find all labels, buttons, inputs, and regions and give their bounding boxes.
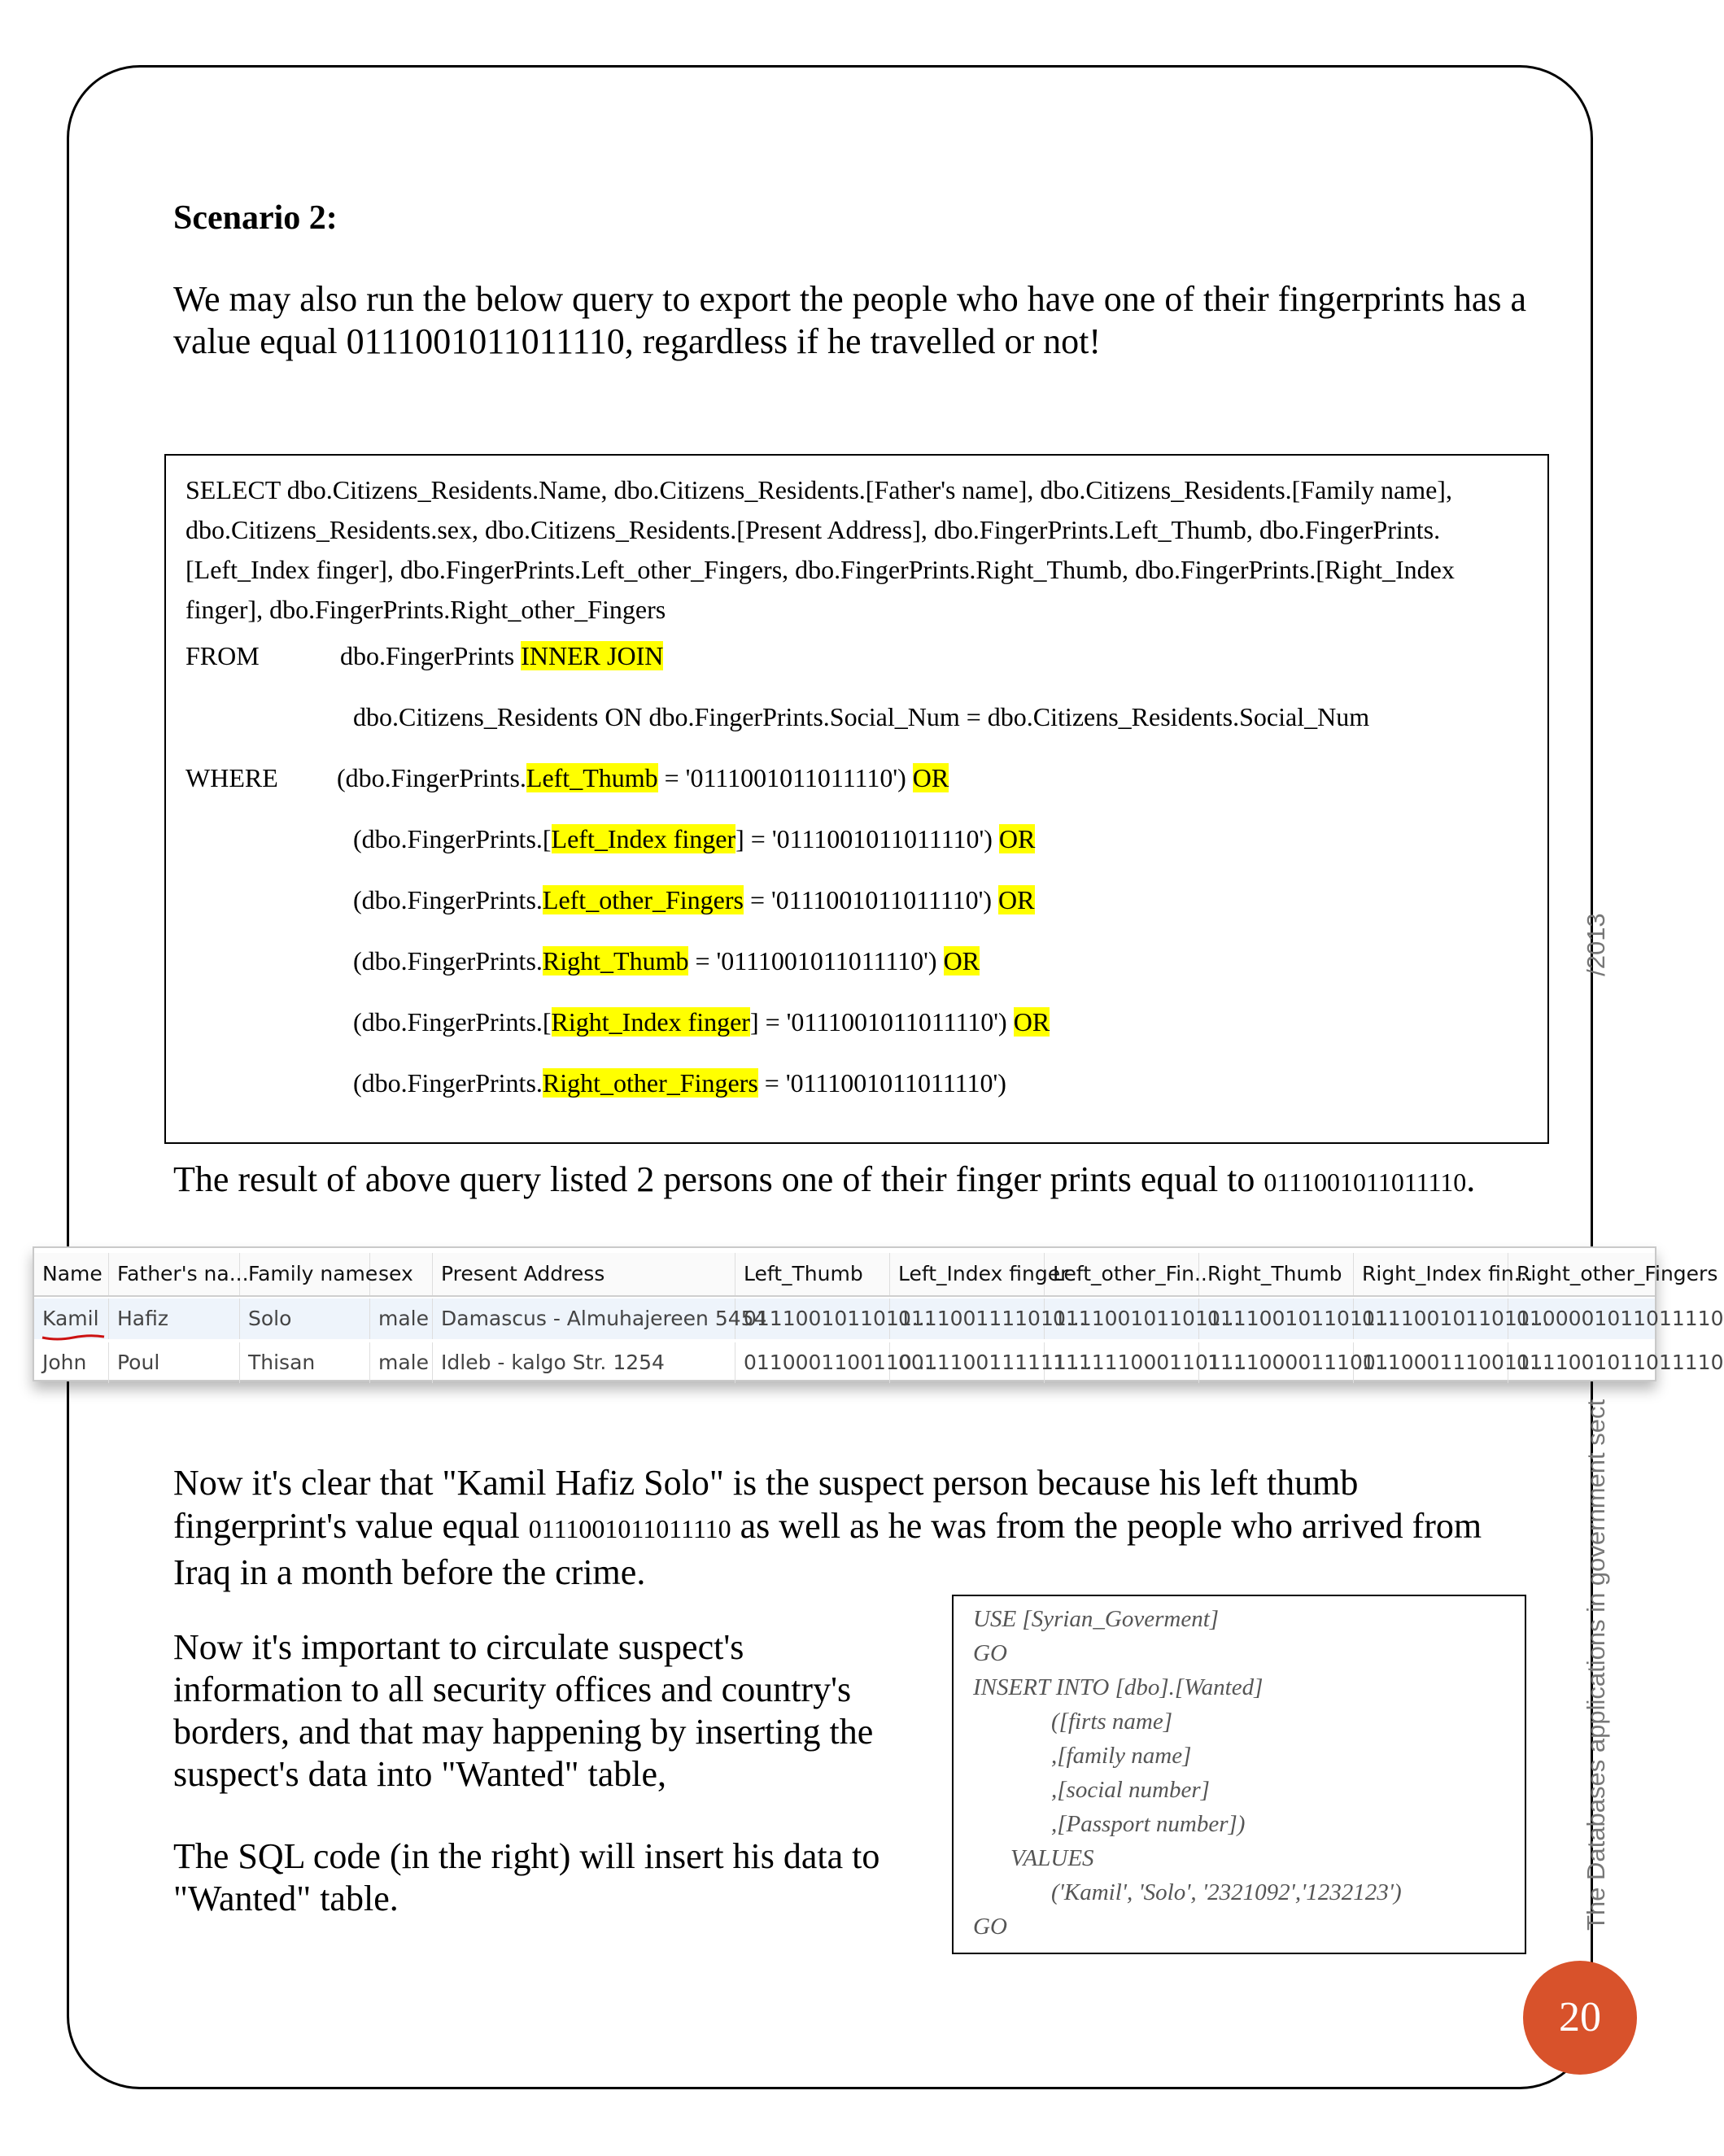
grid-header-row [34, 1253, 1718, 1297]
sql-line: INSERT INTO [dbo].[Wanted] [973, 1674, 1264, 1700]
from-table: dbo.FingerPrints INNER JOIN [340, 641, 664, 670]
table-cell[interactable]: male [370, 1342, 433, 1383]
column-header[interactable]: Name [34, 1253, 109, 1295]
page-number-badge: 20 [1523, 1961, 1637, 2075]
table-cell[interactable]: Thisan [240, 1342, 370, 1383]
table-cell[interactable]: 0011100111111 ... [890, 1342, 1045, 1383]
sql-query-box [164, 454, 1549, 1144]
result-value: 0111001011011110 [1264, 1167, 1467, 1197]
sql-line: VALUES [1010, 1845, 1094, 1871]
condition-line: (dbo.FingerPrints.Right_other_Fingers = '0111001011011110') [353, 1068, 1006, 1098]
condition-line: (dbo.FingerPrints.Left_Thumb = '0111001011011110') OR [337, 763, 949, 792]
conclusion-paragraph: Now it's clear that "Kamil Hafiz Solo" is the suspect person because his left thumb fingerprint's value equal 0111001011011110 as well as he was from the people who arrived from Iraq in a month before the crime. [173, 1463, 1482, 1592]
from-line [185, 641, 260, 671]
insert-sql-box [952, 1595, 1526, 1954]
sql-line: ([firts name] [1051, 1709, 1173, 1735]
table-cell[interactable]: 0111001011011... [1354, 1298, 1508, 1339]
select-clause: SELECT dbo.Citizens_Residents.Name, dbo.Citizens_Residents.[Father's name], dbo.Citizens_Residents.[Family name], dbo.Citizens_Residents.sex, dbo.Citizens_Residents.[Present Address], dbo.FingerPrints.Left_Thumb, dbo.FingerPrints.[Left_Index finger], dbo.FingerPrints.Left_other_Fingers, dbo.FingerPrints.Right_Thumb, dbo.FingerPrints.[Right_Index finger], dbo.FingerPrints.Right_other_Fingers [185, 475, 1455, 624]
column-header[interactable]: Right_Index fin... [1354, 1253, 1508, 1295]
table-cell[interactable]: Kamil [34, 1298, 109, 1339]
table-row[interactable] [34, 1298, 1724, 1339]
column-header[interactable]: Family name [240, 1253, 370, 1295]
sql-line: ('Kamil', 'Solo', '2321092','1232123') [1051, 1879, 1402, 1905]
table-cell[interactable]: Damascus - Almuhajereen 5454 [433, 1298, 735, 1339]
column-header[interactable]: Right_other_Fingers [1517, 1262, 1718, 1285]
condition-line: (dbo.FingerPrints.Left_other_Fingers = '0111001011011110') OR [353, 885, 1035, 914]
result-sentence: The result of above query listed 2 persons one of their finger prints equal to 0111001011011110. [173, 1159, 1476, 1199]
condition-line: (dbo.FingerPrints.[Right_Index finger] = '0111001011011110') OR [353, 1007, 1050, 1037]
table-cell[interactable]: John [34, 1342, 109, 1383]
table-cell[interactable]: 0111001011011110 [1517, 1351, 1724, 1374]
section-heading: Scenario 2: [173, 199, 338, 237]
table-cell[interactable]: 0110001100110 ... [735, 1342, 890, 1383]
column-header[interactable]: Left_Index finger [890, 1253, 1045, 1295]
condition-line: (dbo.FingerPrints.Right_Thumb = '0111001011011110') OR [353, 946, 980, 975]
sql-line: GO [973, 1640, 1007, 1666]
join-on-clause: dbo.Citizens_Residents ON dbo.FingerPrints.Social_Num = dbo.Citizens_Residents.Social_Num [353, 702, 1370, 731]
column-header[interactable]: Left_other_Fin... [1045, 1253, 1199, 1295]
table-cell[interactable]: 0100001011011110 [1517, 1307, 1724, 1330]
side-footer-text: The Databases applications in government sect/2013 [1582, 913, 1610, 1931]
table-cell[interactable]: Poul [109, 1342, 240, 1383]
circulate-paragraph: Now it's important to circulate suspect's information to all security offices and country's borders, and that may happening by inserting the suspect's data into "Wanted" table, [173, 1627, 874, 1794]
table-cell[interactable]: male [370, 1298, 433, 1339]
table-cell[interactable]: Hafiz [109, 1298, 240, 1339]
column-header[interactable]: Right_Thumb [1199, 1253, 1354, 1295]
intro-paragraph: We may also run the below query to export the people who have one of their fingerprints has a value equal 0111001011011110, regardless if he travelled or not! [173, 279, 1527, 361]
table-cell[interactable]: 0111001011011... [735, 1298, 890, 1339]
table-cell[interactable]: 1111110001101 ... [1045, 1342, 1199, 1383]
inner-join-highlight: INNER JOIN [521, 641, 664, 670]
table-cell[interactable]: 1110001110011... [1354, 1342, 1508, 1383]
condition-line: (dbo.FingerPrints.[Left_Index finger] = '0111001011011110') OR [353, 824, 1036, 853]
query-results-grid [33, 1246, 1724, 1381]
where-keyword: WHERE [185, 763, 278, 792]
sql-line: ,[family name] [1051, 1743, 1192, 1769]
table-row[interactable] [34, 1342, 1724, 1383]
table-cell[interactable]: Solo [240, 1298, 370, 1339]
column-header[interactable]: Left_Thumb [735, 1253, 890, 1295]
table-cell[interactable]: 0111001111011... [890, 1298, 1045, 1339]
sql-line: USE [Syrian_Goverment] [973, 1606, 1220, 1632]
column-header[interactable]: sex [370, 1253, 433, 1295]
column-header[interactable]: Present Address [433, 1253, 735, 1295]
table-cell[interactable]: 1111000011100... [1199, 1342, 1354, 1383]
sql-line: ,[Passport number]) [1051, 1811, 1246, 1837]
table-cell[interactable]: 0111001011011... [1199, 1298, 1354, 1339]
table-cell[interactable]: Idleb - kalgo Str. 1254 [433, 1342, 735, 1383]
sql-line: GO [973, 1914, 1007, 1940]
column-header[interactable]: Father's na... [109, 1253, 240, 1295]
table-cell[interactable]: 0111001011011... [1045, 1298, 1199, 1339]
sql-line: ,[social number] [1051, 1777, 1210, 1803]
red-underline-mark [41, 1333, 106, 1342]
sql-note-paragraph: The SQL code (in the right) will insert his data to "Wanted" table. [173, 1836, 880, 1918]
from-keyword: FROM [185, 641, 260, 670]
